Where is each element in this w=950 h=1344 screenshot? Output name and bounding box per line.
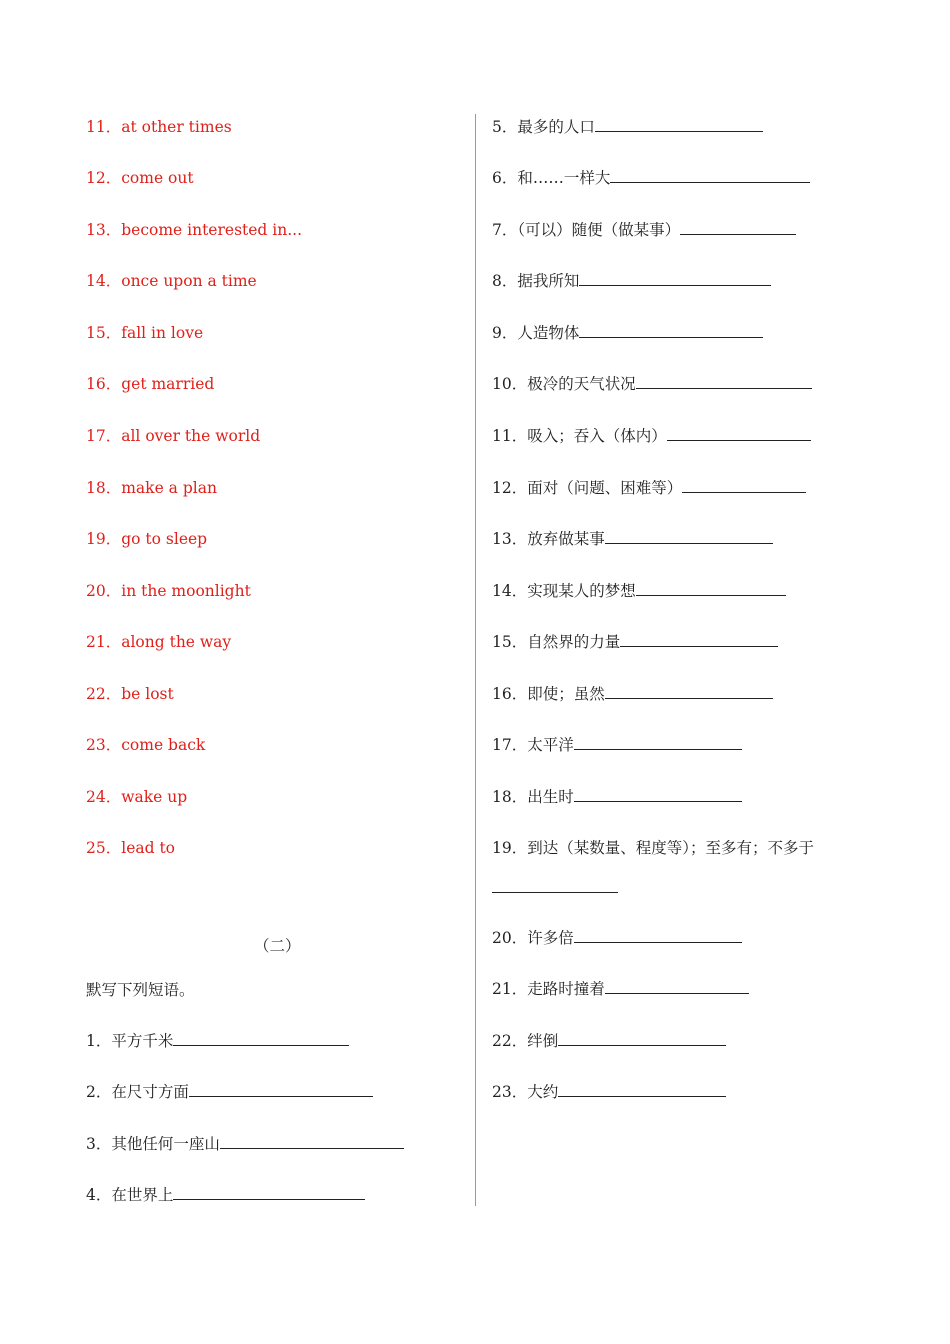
answer-blank[interactable] bbox=[605, 684, 773, 699]
question-item: 17．太平洋 bbox=[492, 735, 742, 755]
question-item: 16．即使；虽然 bbox=[492, 684, 773, 704]
answer-blank[interactable] bbox=[682, 478, 806, 493]
answer-blank[interactable] bbox=[680, 220, 796, 235]
answer-item: 22．be lost bbox=[86, 685, 174, 703]
answer-item: 17．all over the world bbox=[86, 427, 261, 445]
answer-blank[interactable] bbox=[574, 735, 742, 750]
answer-blank[interactable] bbox=[605, 529, 773, 544]
answer-item: 12．come out bbox=[86, 169, 194, 187]
question-item: 20．许多倍 bbox=[492, 928, 742, 948]
answer-item: 13．become interested in... bbox=[86, 221, 302, 239]
question-item-blank-line bbox=[492, 878, 618, 898]
answer-item: 15．fall in love bbox=[86, 324, 204, 342]
answer-blank[interactable] bbox=[558, 1031, 726, 1046]
question-item: 12．面对（问题、困难等） bbox=[492, 478, 806, 498]
answer-blank[interactable] bbox=[558, 1082, 726, 1097]
answer-item: 19．go to sleep bbox=[86, 530, 208, 548]
answer-blank[interactable] bbox=[667, 426, 811, 441]
answer-blank[interactable] bbox=[595, 117, 763, 132]
question-item: 21．走路时撞着 bbox=[492, 979, 749, 999]
answer-blank[interactable] bbox=[579, 323, 763, 338]
answer-blank[interactable] bbox=[173, 1185, 365, 1200]
answer-blank[interactable] bbox=[610, 168, 810, 183]
question-item: 1．平方千米 bbox=[86, 1031, 349, 1051]
question-item: 18．出生时 bbox=[492, 787, 742, 807]
answer-blank[interactable] bbox=[620, 632, 778, 647]
question-item: 3．其他任何一座山 bbox=[86, 1134, 404, 1154]
answer-blank[interactable] bbox=[492, 878, 618, 893]
question-item: 2．在尺寸方面 bbox=[86, 1082, 373, 1102]
answer-item: 14．once upon a time bbox=[86, 272, 257, 290]
column-divider bbox=[475, 114, 476, 1206]
answer-blank[interactable] bbox=[574, 787, 742, 802]
question-item: 22．绊倒 bbox=[492, 1031, 726, 1051]
answer-item: 23．come back bbox=[86, 736, 206, 754]
question-item: 10．极冷的天气状况 bbox=[492, 374, 812, 394]
question-item: 6．和……一样大 bbox=[492, 168, 810, 188]
question-item: 19．到达（某数量、程度等）；至多有；不多于 bbox=[492, 839, 814, 857]
question-item: 4．在世界上 bbox=[86, 1185, 365, 1205]
answer-item: 20．in the moonlight bbox=[86, 582, 251, 600]
section-title: （二） bbox=[254, 937, 301, 955]
answer-blank[interactable] bbox=[189, 1082, 373, 1097]
answer-blank[interactable] bbox=[636, 374, 812, 389]
question-item: 8．据我所知 bbox=[492, 271, 771, 291]
question-item: 5．最多的人口 bbox=[492, 117, 763, 137]
answer-item: 18．make a plan bbox=[86, 479, 217, 497]
answer-item: 16．get married bbox=[86, 375, 215, 393]
question-item: 23．大约 bbox=[492, 1082, 726, 1102]
question-item: 7．（可以）随便（做某事） bbox=[492, 220, 796, 240]
answer-blank[interactable] bbox=[636, 581, 786, 596]
answer-blank[interactable] bbox=[173, 1031, 349, 1046]
question-item: 11．吸入；吞入（体内） bbox=[492, 426, 811, 446]
instruction: 默写下列短语。 bbox=[86, 981, 195, 999]
answer-blank[interactable] bbox=[579, 271, 771, 286]
question-item: 9．人造物体 bbox=[492, 323, 763, 343]
question-item: 15．自然界的力量 bbox=[492, 632, 778, 652]
answer-item: 24．wake up bbox=[86, 788, 188, 806]
answer-item: 21．along the way bbox=[86, 633, 232, 651]
question-item: 13．放弃做某事 bbox=[492, 529, 773, 549]
question-item: 14．实现某人的梦想 bbox=[492, 581, 786, 601]
answer-blank[interactable] bbox=[220, 1134, 404, 1149]
answer-blank[interactable] bbox=[574, 928, 742, 943]
answer-blank[interactable] bbox=[605, 979, 749, 994]
answer-item: 25．lead to bbox=[86, 839, 176, 857]
answer-item: 11．at other times bbox=[86, 118, 232, 136]
